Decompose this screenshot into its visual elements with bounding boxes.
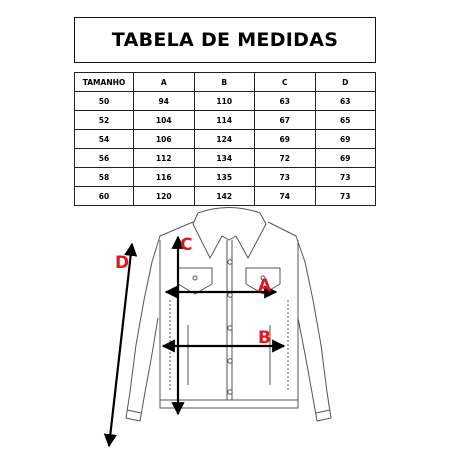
cell-d: 69 bbox=[315, 149, 376, 168]
jacket-buttons bbox=[193, 260, 265, 394]
table-row bbox=[75, 149, 376, 168]
jacket-diagram bbox=[0, 195, 450, 450]
label-a: A bbox=[258, 276, 272, 296]
header-a: A bbox=[134, 73, 195, 92]
cell-size: 56 bbox=[75, 149, 134, 168]
cell-c: 73 bbox=[255, 168, 316, 187]
table-row bbox=[75, 168, 376, 187]
cell-d: 73 bbox=[315, 187, 376, 206]
page-title: TABELA DE MEDIDAS bbox=[111, 29, 339, 51]
cell-b: 135 bbox=[194, 168, 255, 187]
cell-b: 124 bbox=[194, 130, 255, 149]
cell-b: 134 bbox=[194, 149, 255, 168]
arrow-d bbox=[109, 244, 132, 446]
size-table bbox=[74, 72, 376, 206]
label-b: B bbox=[258, 328, 271, 348]
jacket-outline bbox=[126, 208, 331, 422]
cell-b: 110 bbox=[194, 92, 255, 111]
cell-a: 94 bbox=[134, 92, 195, 111]
table-row bbox=[75, 130, 376, 149]
label-d: D bbox=[115, 253, 130, 273]
cell-d: 65 bbox=[315, 111, 376, 130]
cell-a: 116 bbox=[134, 168, 195, 187]
cell-d: 73 bbox=[315, 168, 376, 187]
header-d: D bbox=[315, 73, 376, 92]
cell-size: 52 bbox=[75, 111, 134, 130]
cell-c: 72 bbox=[255, 149, 316, 168]
cell-d: 69 bbox=[315, 130, 376, 149]
cell-c: 74 bbox=[255, 187, 316, 206]
cell-size: 54 bbox=[75, 130, 134, 149]
cell-size: 60 bbox=[75, 187, 134, 206]
cell-size: 58 bbox=[75, 168, 134, 187]
header-size: TAMANHO bbox=[75, 73, 134, 92]
cell-a: 112 bbox=[134, 149, 195, 168]
table-header-row bbox=[75, 73, 376, 92]
cell-b: 142 bbox=[194, 187, 255, 206]
cell-a: 106 bbox=[134, 130, 195, 149]
cell-c: 67 bbox=[255, 111, 316, 130]
cell-size: 50 bbox=[75, 92, 134, 111]
header-c: C bbox=[255, 73, 316, 92]
title-box bbox=[74, 17, 376, 63]
table-row bbox=[75, 92, 376, 111]
cell-d: 63 bbox=[315, 92, 376, 111]
cell-b: 114 bbox=[194, 111, 255, 130]
cell-c: 69 bbox=[255, 130, 316, 149]
cell-c: 63 bbox=[255, 92, 316, 111]
cell-a: 120 bbox=[134, 187, 195, 206]
label-c: C bbox=[180, 235, 193, 255]
header-b: B bbox=[194, 73, 255, 92]
cell-a: 104 bbox=[134, 111, 195, 130]
table-row bbox=[75, 111, 376, 130]
